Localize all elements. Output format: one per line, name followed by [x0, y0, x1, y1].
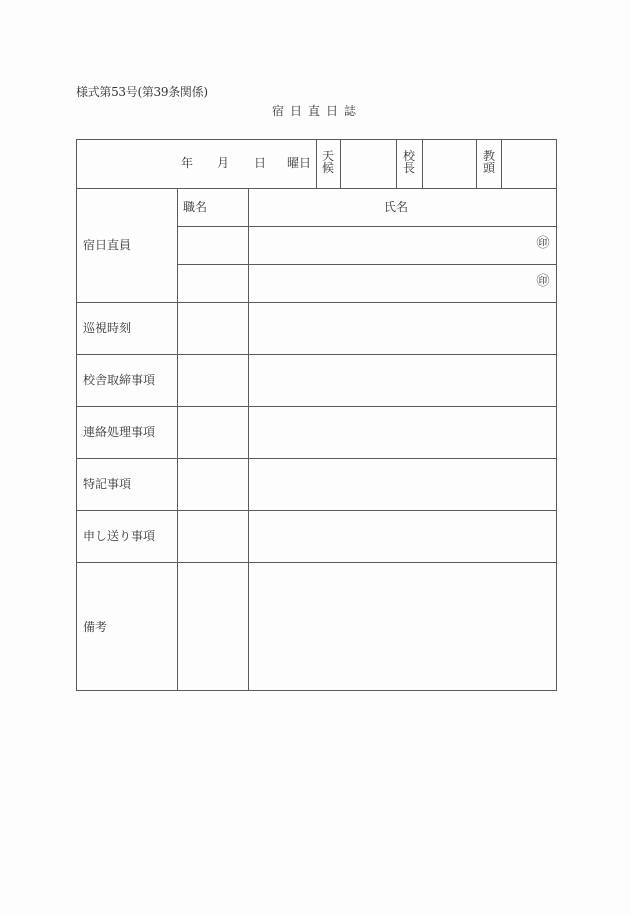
form-number: 様式第53号(第39条関係): [76, 85, 208, 99]
row-field-mid[interactable]: [178, 459, 248, 510]
weekday-label: 曜日: [287, 156, 312, 170]
row-field-mid[interactable]: [178, 407, 248, 458]
staff-entry-1-position[interactable]: [178, 227, 248, 264]
seal-icon: ㊞: [536, 236, 550, 251]
header-divider: [316, 139, 317, 188]
document-title: [272, 103, 362, 119]
header-divider: [396, 139, 397, 188]
row-field-main[interactable]: [249, 407, 556, 458]
row-field-mid[interactable]: [178, 511, 248, 562]
weather-field[interactable]: [341, 140, 396, 188]
staff-row-label: 宿日直員: [83, 238, 132, 252]
row-label: 校舎取締事項: [83, 373, 156, 387]
row-label: 備考: [83, 620, 108, 634]
principal-seal-field[interactable]: [423, 140, 476, 188]
title-char: 日: [326, 104, 339, 118]
position-header: 職名: [183, 200, 208, 214]
year-label: 年: [181, 156, 194, 170]
staff-entry-2-position[interactable]: [178, 265, 248, 302]
staff-entry-1-name[interactable]: [249, 227, 556, 264]
title-char: 直: [308, 104, 321, 118]
title-char: 宿: [272, 104, 285, 118]
row-field-main[interactable]: [249, 511, 556, 562]
row-field-main[interactable]: [249, 355, 556, 406]
weather-label: 天 候: [321, 149, 334, 175]
month-label: 月: [217, 156, 230, 170]
vice-principal-label: 教 頭: [482, 149, 495, 175]
table-border-left: [76, 139, 77, 690]
row-field-main[interactable]: [249, 563, 556, 690]
row-label: 巡視時刻: [83, 321, 132, 335]
title-char: 誌: [344, 104, 357, 118]
row-label: 申し送り事項: [83, 529, 156, 543]
day-label: 日: [254, 156, 267, 170]
table-border-bottom: [76, 690, 557, 691]
seal-icon: ㊞: [536, 274, 550, 289]
row-field-mid[interactable]: [178, 563, 248, 690]
row-label: 特記事項: [83, 477, 132, 491]
row-label: 連絡処理事項: [83, 425, 156, 439]
name-header: 氏名: [384, 200, 409, 214]
row-field-mid[interactable]: [178, 303, 248, 354]
header-row-bottom: [76, 188, 556, 189]
vice-principal-seal-field[interactable]: [502, 140, 556, 188]
title-char: 日: [290, 104, 303, 118]
staff-entry-2-name[interactable]: [249, 265, 556, 302]
row-field-main[interactable]: [249, 459, 556, 510]
row-field-mid[interactable]: [178, 355, 248, 406]
row-field-main[interactable]: [249, 303, 556, 354]
header-divider: [476, 139, 477, 188]
principal-label: 校 長: [402, 149, 415, 175]
table-border-right: [556, 139, 557, 690]
